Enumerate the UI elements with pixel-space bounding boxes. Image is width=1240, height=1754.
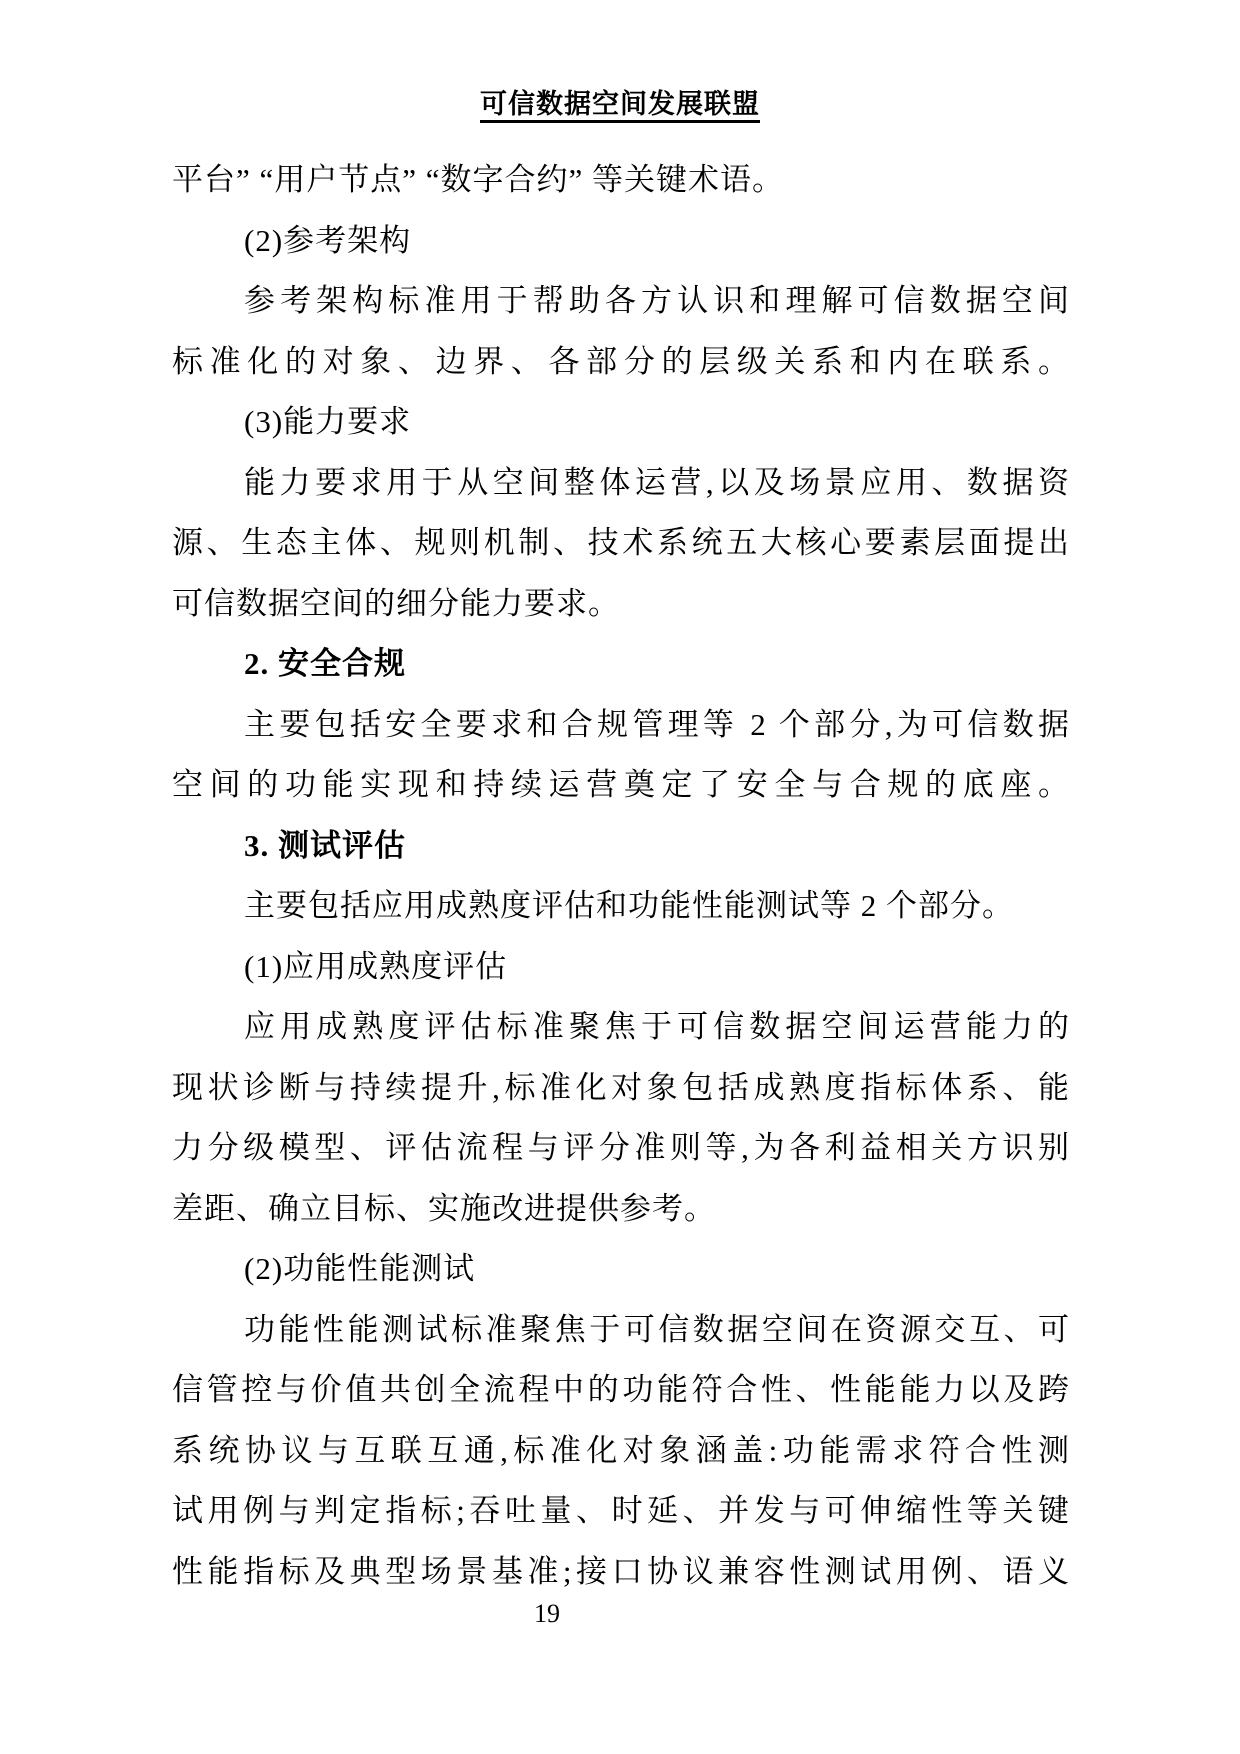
text-line: 功能性能测试标准聚焦于可信数据空间在资源交互、可 — [244, 1311, 1070, 1347]
text-line: 平台” “用户节点” “数字合约” 等关键术语。 — [172, 162, 785, 197]
sub-heading: (2)功能性能测试 — [244, 1251, 476, 1286]
text-line: 主要包括应用成熟度评估和功能性能测试等 2 个部分。 — [244, 888, 1014, 923]
document-body — [172, 150, 1070, 1602]
text-line: 能力要求用于从空间整体运营,以及场景应用、数据资 — [244, 464, 1070, 500]
text-line: 主要包括安全要求和合规管理等 2 个部分,为可信数据 — [244, 706, 1070, 742]
text-line: 系统协议与互联互通,标准化对象涵盖:功能需求符合性测 — [172, 1432, 1070, 1468]
text-line: 可信数据空间的细分能力要求。 — [172, 585, 620, 621]
text-line: 标准化的对象、边界、各部分的层级关系和内在联系。 — [172, 343, 1070, 379]
text-line: 力分级模型、评估流程与评分准则等,为各利益相关方识别 — [172, 1130, 1070, 1165]
page-header — [0, 82, 1240, 126]
text-line: 参考架构标准用于帮助各方认识和理解可信数据空间 — [244, 283, 1070, 318]
page-header-title: 可信数据空间发展联盟 — [480, 89, 760, 123]
text-line: 应用成熟度评估标准聚焦于可信数据空间运营能力的 — [244, 1009, 1070, 1044]
section-heading: 2. 安全合规 — [244, 646, 406, 681]
text-line: 现状诊断与持续提升,标准化对象包括成熟度指标体系、能 — [172, 1069, 1070, 1105]
text-line: 试用例与判定指标;吞吐量、时延、并发与可伸缩性等关键 — [172, 1493, 1070, 1528]
text-line: 源、生态主体、规则机制、技术系统五大核心要素层面提出 — [172, 525, 1070, 560]
text-line: 差距、确立目标、实施改进提供参考。 — [172, 1190, 716, 1226]
sub-heading: (3)能力要求 — [244, 404, 412, 439]
page-number: 19 — [534, 1599, 560, 1628]
text-line: 性能指标及典型场景基准;接口协议兼容性测试用例、语义 — [172, 1553, 1070, 1589]
text-line: 信管控与价值共创全流程中的功能符合性、性能能力以及跨 — [172, 1372, 1070, 1407]
text-line: 空间的功能实现和持续运营奠定了安全与合规的底座。 — [172, 767, 1070, 802]
sub-heading: (2)参考架构 — [244, 222, 412, 258]
sub-heading: (1)应用成熟度评估 — [244, 948, 508, 984]
section-heading: 3. 测试评估 — [244, 827, 406, 863]
